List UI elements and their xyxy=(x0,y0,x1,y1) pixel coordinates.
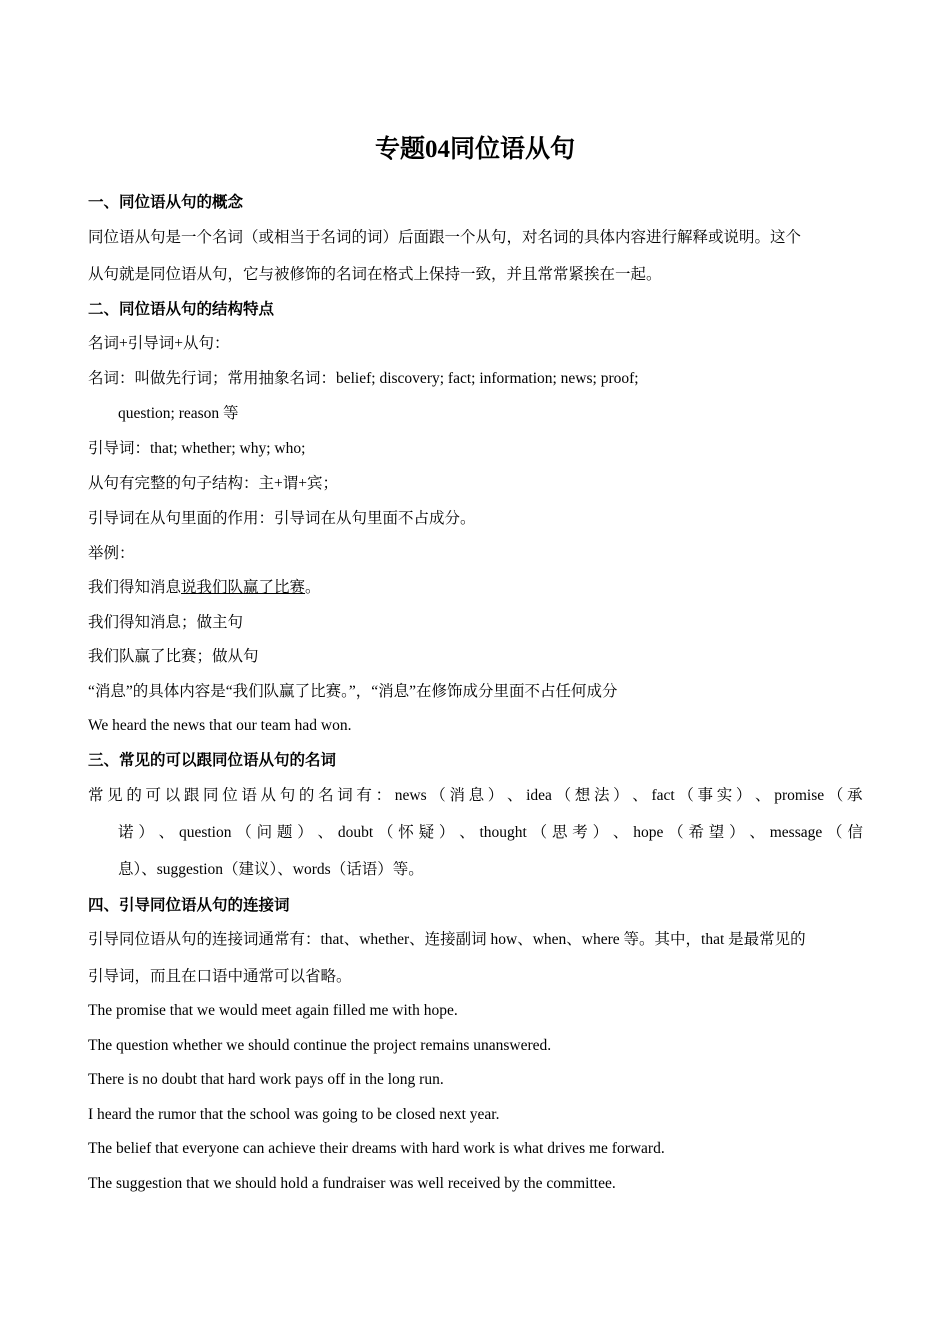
nouns-token: 实 xyxy=(716,787,733,804)
nouns-token: （ xyxy=(678,787,694,804)
example-main-part: 我们得知消息 xyxy=(88,579,182,596)
nouns-token: 、 xyxy=(459,824,475,841)
example-sentence-chinese xyxy=(88,577,321,599)
nouns-token: 的 xyxy=(126,787,142,804)
nouns-token: 问 xyxy=(256,824,273,841)
example-sentence-english: We heard the news that our team had won. xyxy=(88,717,352,734)
nouns-token: promise xyxy=(774,787,825,804)
nouns-token: 疑 xyxy=(418,824,435,841)
section-4-paragraph-line-1: 引导同位语从句的连接词通常有：that、whether、连接副词 how、when、where 等。其中，that 是最常见的 xyxy=(88,931,806,948)
nouns-token: 有 xyxy=(356,787,372,804)
noun-description: 名词：叫做先行词；常用抽象名词：belief; discovery; fact; information; news; proof; xyxy=(88,370,639,387)
section-4-paragraph-line-2: 引导词，而且在口语中通常可以省略。 xyxy=(88,968,352,985)
example-label: 举例： xyxy=(88,545,135,562)
nouns-token: ） xyxy=(613,787,629,804)
nouns-token: 、 xyxy=(755,787,771,804)
nouns-token: 词 xyxy=(337,787,353,804)
nouns-token: ） xyxy=(138,824,154,841)
example-sentence-6: The suggestion that we should hold a fundraiser was well received by the committee. xyxy=(88,1175,616,1192)
example-sentence-5: The belief that everyone can achieve their dreams with hard work is what drives me forward. xyxy=(88,1140,665,1157)
nouns-list-line-1 xyxy=(88,785,863,807)
nouns-token: 望 xyxy=(708,824,725,841)
example-sentence-1: The promise that we would meet again filled me with hope. xyxy=(88,1002,458,1019)
section-1-heading: 一、同位语从句的概念 xyxy=(88,194,244,211)
nouns-token: 、 xyxy=(612,824,629,841)
nouns-token: 以 xyxy=(164,787,181,804)
example-sentence-2: The question whether we should continue the project remains unanswered. xyxy=(88,1037,552,1054)
nouns-token: 法 xyxy=(593,787,610,804)
nouns-token: 事 xyxy=(697,787,714,804)
nouns-token: 、 xyxy=(158,824,175,841)
nouns-token: 句 xyxy=(279,787,296,804)
connective-description: 引导词：that; whether; why; who; xyxy=(88,440,306,457)
nouns-token: 常 xyxy=(88,787,104,804)
example-underlined-clause: 说我们队赢了比赛 xyxy=(181,579,306,596)
nouns-token: 可 xyxy=(145,787,162,804)
nouns-token: hope xyxy=(633,824,664,841)
nouns-token: 从 xyxy=(260,787,277,804)
nouns-token: （ xyxy=(827,787,844,804)
nouns-token: （ xyxy=(827,824,843,841)
nouns-token: fact xyxy=(651,787,675,804)
nouns-token: （ xyxy=(531,824,548,841)
nouns-token: idea xyxy=(526,787,552,804)
nouns-token: 名 xyxy=(318,787,334,804)
nouns-token: 承 xyxy=(846,787,863,804)
example-period: 。 xyxy=(305,579,321,596)
nouns-token: message xyxy=(769,824,823,841)
example-explanation: “消息”的具体内容是“我们队赢了比赛。”，“消息”在修饰成分里面不占任何成分 xyxy=(88,683,618,700)
section-3-heading: 三、常见的可以跟同位语从句的名词 xyxy=(88,752,337,769)
nouns-token: （ xyxy=(555,787,572,804)
nouns-token: （ xyxy=(377,824,394,841)
connective-role: 引导词在从句里面的作用：引导词在从句里面不占成分。 xyxy=(88,510,476,527)
nouns-token: 思 xyxy=(551,824,568,841)
example-sub-clause-note: 我们队赢了比赛；做从句 xyxy=(88,648,259,665)
nouns-token: ： xyxy=(375,787,392,804)
nouns-token: ） xyxy=(438,824,455,841)
example-main-clause-note: 我们得知消息；做主句 xyxy=(88,614,244,631)
nouns-token: 的 xyxy=(298,787,315,804)
page-title: 专题04同位语从句 xyxy=(374,136,575,163)
nouns-token: 同 xyxy=(203,787,219,804)
nouns-token: （ xyxy=(236,824,252,841)
nouns-token: 息 xyxy=(468,787,485,804)
nouns-token: 希 xyxy=(688,824,704,841)
nouns-token: （ xyxy=(430,787,446,804)
noun-description-continued: question; reason 等 xyxy=(118,405,239,422)
nouns-token: 跟 xyxy=(183,787,200,804)
nouns-token: news xyxy=(394,787,427,804)
nouns-token: 、 xyxy=(749,824,765,841)
nouns-token: 信 xyxy=(847,824,863,841)
section-1-paragraph-line-1: 同位语从句是一个名词（或相当于名词的词）后面跟一个从句，对名词的具体内容进行解释或说明。这个 xyxy=(88,229,802,246)
nouns-token: 、 xyxy=(632,787,648,804)
nouns-token: 题 xyxy=(276,824,293,841)
nouns-token: （ xyxy=(668,824,684,841)
example-sentence-3: There is no doubt that hard work pays off in the long run. xyxy=(88,1071,444,1088)
nouns-token: 考 xyxy=(572,824,588,841)
nouns-token: doubt xyxy=(337,824,374,841)
section-1-paragraph-line-2: 从句就是同位语从句，它与被修饰的名词在格式上保持一致，并且常常紧挨在一起。 xyxy=(88,266,662,283)
nouns-token: 见 xyxy=(107,787,123,804)
nouns-token: 怀 xyxy=(398,824,414,841)
nouns-token: 位 xyxy=(222,787,238,804)
nouns-token: ） xyxy=(729,824,745,841)
clause-structure: 从句有完整的句子结构：主+谓+宾； xyxy=(88,475,338,492)
nouns-token: 诺 xyxy=(118,824,134,841)
nouns-token: ） xyxy=(487,787,504,804)
nouns-token: ） xyxy=(592,824,609,841)
structure-formula: 名词+引导词+从句： xyxy=(88,335,230,352)
nouns-token: ） xyxy=(297,824,313,841)
nouns-token: 语 xyxy=(241,787,257,804)
nouns-token: 、 xyxy=(317,824,334,841)
nouns-token: 消 xyxy=(449,787,465,804)
nouns-token: thought xyxy=(479,824,527,841)
example-sentence-4: I heard the rumor that the school was going to be closed next year. xyxy=(88,1106,500,1123)
nouns-token: ） xyxy=(735,787,752,804)
nouns-token: question xyxy=(178,824,232,841)
nouns-token: 、 xyxy=(506,787,523,804)
section-2-heading: 二、同位语从句的结构特点 xyxy=(88,301,275,318)
nouns-list-line-2 xyxy=(118,822,863,844)
nouns-list-line-3: 息）、suggestion（建议）、words（话语）等。 xyxy=(118,861,424,878)
section-4-heading: 四、引导同位语从句的连接词 xyxy=(88,897,290,914)
nouns-token: 想 xyxy=(574,787,591,804)
